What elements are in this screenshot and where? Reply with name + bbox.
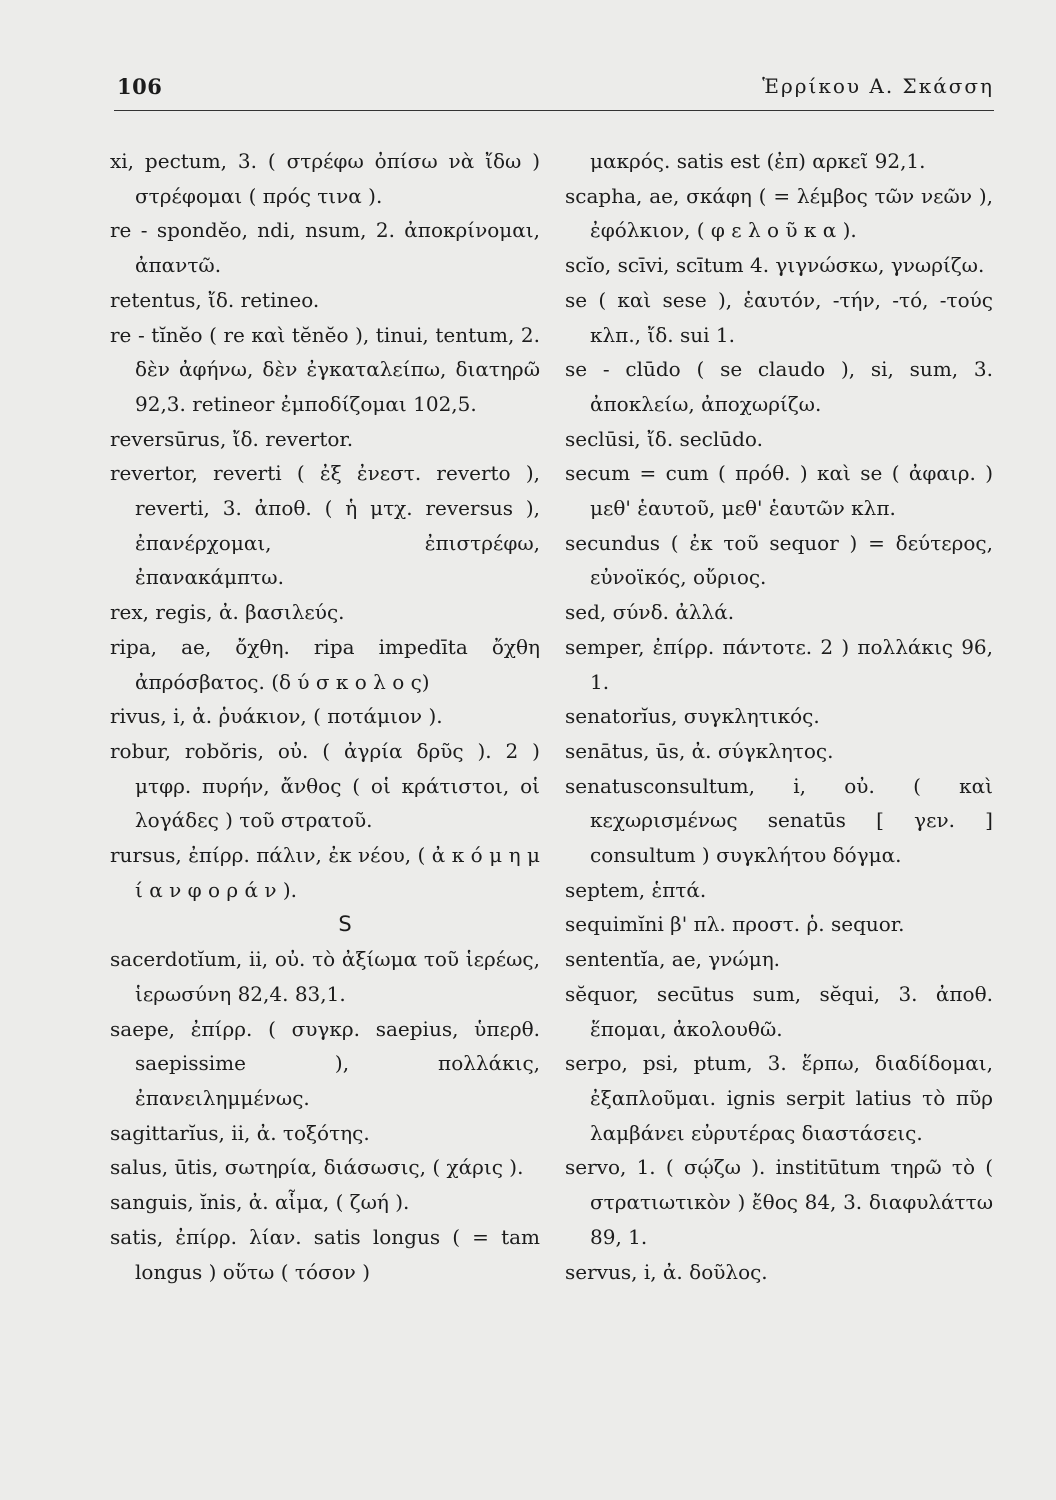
- dictionary-entry: se - clūdo ( se claudo ), si, sum, 3. ἀποκλείω, ἀποχωρίζω.: [565, 357, 993, 416]
- dictionary-entry: sententĭa, ae, γνώμη.: [565, 947, 781, 972]
- dictionary-entry: re - spondĕo, ndi, nsum, 2. ἀποκρίνομαι, ἀπαντῶ.: [110, 218, 540, 278]
- running-title: Ἑρρίκου Α. Σκάσση: [762, 74, 994, 98]
- dictionary-entry: senatorĭus, συγκλητικός.: [565, 704, 820, 729]
- dictionary-entry: rex, regis, ἀ. βασιλεύς.: [110, 600, 345, 625]
- dictionary-entry: rivus, i, ἀ. ῥυάκιον, ( ποτάμιον ).: [110, 704, 443, 729]
- dictionary-entry: robur, robŏris, οὐ. ( ἀγρία δρῦς ). 2 ) μτφρ. πυρήν, ἄνθος ( οἱ κράτιστοι, οἱ λογάδες ) τοῦ στρατοῦ.: [110, 738, 540, 833]
- dictionary-entry: se ( καὶ sese ), ἑαυτόν, -τήν, -τό, -τούς κλπ., ἴδ. sui 1.: [565, 287, 993, 347]
- dictionary-entry: satis, ἐπίρρ. λίαν. satis longus ( = tam longus ) οὕτω ( τόσον ): [110, 1224, 540, 1284]
- dictionary-entry: rursus, ἐπίρρ. πάλιν, ἐκ νέου, ( ἀ κ ό μ η μ ί α ν φ ο ρ ά ν ).: [110, 843, 540, 902]
- dictionary-entry: serpo, psi, ptum, 3. ἕρπω, διαδίδομαι, ἐξαπλοῦμαι. ignis serpit latius τὸ πῦρ λαμβάνει εὐρυτέρας διαστάσεις.: [565, 1051, 993, 1145]
- dictionary-entry: sacerdotĭum, ii, οὐ. τὸ ἀξίωμα τοῦ ἱερέως, ἱερωσύνη 82,4. 83,1.: [110, 947, 540, 1006]
- dictionary-entry: scĭo, scīvi, scītum 4. γιγνώσκω, γνωρίζω.: [565, 253, 985, 278]
- dictionary-entry: servus, i, ἀ. δοῦλος.: [565, 1259, 768, 1284]
- dictionary-entry-continued: μακρός. satis est (ἐπ) αρκεῖ 92,1.: [590, 149, 926, 173]
- dictionary-entry: xi, pectum, 3. ( στρέφω ὀπίσω νὰ ἴδω ) στρέφομαι ( πρός τινα ).: [110, 149, 540, 208]
- dictionary-entry: retentus, ἴδ. retineo.: [110, 287, 320, 312]
- dictionary-entry: seclūsi, ἴδ. seclūdo.: [565, 426, 763, 451]
- dictionary-entry: semper, ἐπίρρ. πάντοτε. 2 ) πολλάκις 96, 1.: [565, 634, 993, 694]
- dictionary-entry: saepe, ἐπίρρ. ( συγκρ. saepius, ὑπερθ. saepissime ), πολλάκις, ἐπανειλημμένως.: [110, 1016, 540, 1110]
- dictionary-entry: senatusconsultum, i, οὐ. ( καὶ κεχωρισμένως senatūs [ γεν. ] consultum ) συγκλήτου δόγμα.: [565, 773, 993, 868]
- dictionary-entry: secundus ( ἐκ τοῦ sequor ) = δεύτερος, εὐνοϊκός, οὔριος.: [565, 530, 993, 590]
- dictionary-entry: ripa, ae, ὄχθη. ripa impedīta ὄχθη ἀπρόσβατος. (δ ύ σ κ ο λ ο ς): [110, 634, 540, 694]
- section-letter: S: [338, 912, 352, 937]
- dictionary-entry: senātus, ūs, ἀ. σύγκλητος.: [565, 738, 834, 763]
- dictionary-entry: revertor, reverti ( ἐξ ἐνεστ. reverto ), reverti, 3. ἀποθ. ( ἡ μτχ. reversus ), ἐπανέρχομαι, ἐπιστρέφω, ἐπανακάμπτω.: [110, 461, 540, 590]
- right-column: [565, 144, 993, 1289]
- dictionary-entry: sagittarĭus, ii, ἀ. τοξότης.: [110, 1120, 370, 1145]
- page-number: 106: [117, 74, 163, 99]
- dictionary-entry: reversūrus, ἴδ. revertor.: [110, 426, 354, 451]
- dictionary-entry: secum = cum ( πρόθ. ) καὶ se ( ἀφαιρ. ) μεθ' ἑαυτοῦ, μεθ' ἑαυτῶν κλπ.: [565, 461, 993, 521]
- left-column: [110, 144, 540, 1289]
- dictionary-entry: sed, σύνδ. ἀλλά.: [565, 600, 735, 625]
- dictionary-entry: re - tĭnĕo ( re καὶ tĕnĕo ), tinui, tentum, 2. δὲν ἀφήνω, δὲν ἐγκαταλείπω, διατηρῶ 92,3. retineor ἐμποδίζομαι 102,5.: [110, 322, 540, 416]
- dictionary-entry: sĕquor, secūtus sum, sĕqui, 3. ἀποθ. ἕπομαι, ἀκολουθῶ.: [565, 981, 993, 1041]
- dictionary-entry: scapha, ae, σκάφη ( = λέμβος τῶν νεῶν ), ἐφόλκιον, ( φ ε λ ο ῦ κ α ).: [565, 183, 993, 243]
- dictionary-entry: septem, ἑπτά.: [565, 877, 707, 902]
- dictionary-entry: sequimĭni β' πλ. προστ. ῥ. sequor.: [565, 912, 905, 937]
- dictionary-entry: servo, 1. ( σῴζω ). institūtum τηρῶ τὸ ( στρατιωτικὸν ) ἔθος 84, 3. διαφυλάττω 89, 1.: [565, 1155, 993, 1249]
- header-rule: [114, 110, 994, 111]
- dictionary-entry: sanguis, ĭnis, ἀ. αἷμα, ( ζωή ).: [110, 1190, 410, 1215]
- dictionary-entry: salus, ūtis, σωτηρία, διάσωσις, ( χάρις ).: [110, 1155, 524, 1180]
